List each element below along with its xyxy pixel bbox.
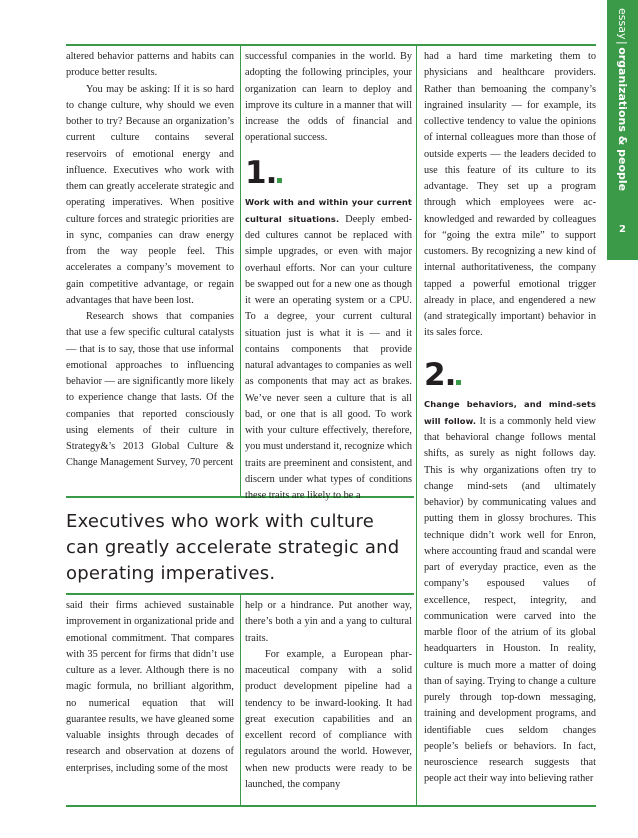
section-title (610, 8, 635, 228)
lead-in: Work with and within your current cultural situations. (245, 196, 412, 224)
column-2-bottom (245, 598, 412, 793)
pull-quote: Executives who work with culture can greatly accelerate strategic and operating imperatives. (66, 511, 400, 584)
section-separator: | (616, 41, 629, 46)
paragraph-text: Deeply embedded cultures cannot be replaced with simple upgrades, or even with major overhaul efforts. Nor can your culture be swapped out for a new one as though it were an operating system or a CPU. To a degree, your current cultural situation just is what it is — and it contains components that provide natural advantages to companies as well as components that may act as brakes. We’ve never seen a culture that is all bad, or one that is all good. To work with your culture effectively, therefore, you must understand it, recognize which traits are preeminent and consistent, and discern under what types of conditions these traits are likely to be a (245, 213, 412, 501)
column-1-bottom (66, 598, 234, 777)
paragraph: said their firms achieved sustainable improvement in organizational pride and emotional commitment. That compares with 35 percent for firms that didn’t use culture as a lever. Although there is no magic formula, no brilliant algorithm, no numerical equation that will guarantee results, we have gleaned some valuable insights through decades of research and observation at dozens of enterprises, including some of the most (66, 600, 234, 774)
page-number: 2 (619, 224, 626, 235)
column-divider (416, 46, 417, 805)
section-label: essay (616, 8, 629, 40)
paragraph-text: It is a commonly held view that behavioral change follows mental shifts, as surely as night follows day. This is why organizations often try to change mind-sets (and ultimately behavior) by communicating values and putting them in glossy brochures. This technique didn’t work well for Enron, where accounting fraud and scandal were part of everyday practice, even as the company’s espoused values of excellence, respect, integrity, and communication were carved into the marble floor of the atrium of its global headquarters in Houston. In reality, culture is much more a matter of doing than of saying. Trying to change a culture purely through top-down messaging, training and development programs, and identifiable cues seldom changes people’s beliefs or behaviors. In fact, neuroscience research suggests that people act their way into believing rather (424, 415, 596, 785)
category-label: organizations & people (616, 47, 629, 192)
bottom-rule (66, 805, 596, 807)
column-3 (424, 49, 596, 788)
column-1-top (66, 49, 234, 472)
lead-in: Change behaviors, and mind-sets will follow. (424, 398, 596, 426)
paragraph (245, 194, 412, 505)
paragraph: had a hard time marketing them to physicians and healthcare providers. Rather than bemoaning the company’s ingrained insularity — for example, its collective tendency to value the opinions of internal colleagues more than those of outside experts — the leaders decided to use this feature of its culture to its advantage. They set up a program through which employees were acknowledged and rewarded by colleagues for “going the extra mile” to support customers. By recognizing a new kind of internal authoritativeness, the company tapped a powerful emotional trigger already in place, and engendered a new (and strategically important) behavior in its sales force. (424, 51, 596, 339)
paragraph: You may be asking: If it is so hard to change culture, why should we even bother to try? Because an organization’s current culture contains several reservoirs of emotional energy and influence. Executives who work with them can greatly accelerate strategic and operating imperatives. When positive culture forces and strategic priorities are in sync, companies can draw energy from the way people feel. This accelerates a company’s movement to gain competitive advantage, or regain advantages that have been lost. (66, 83, 234, 306)
paragraph: help or a hindrance. Put another way, there’s both a yin and a yang to cultural traits. (245, 600, 412, 644)
section-number: 2. (424, 360, 596, 390)
section-number: 1. (245, 158, 412, 188)
paragraph: For example, a European pharmaceutical company with a solid product development pipeline had a tendency to be inward-looking. It had great execution capabilities and an excellent record of compliance with regulators around the world. However, when new products were ready to be launched, the company (245, 648, 412, 790)
top-rule (66, 44, 596, 46)
column-divider (240, 46, 241, 496)
paragraph: altered behavior patterns and habits can produce better results. (66, 51, 234, 79)
column-2-top (245, 49, 412, 504)
paragraph (424, 396, 596, 788)
paragraph: successful companies in the world. By adopting the following principles, your organization can learn to deploy and improve its culture in a manner that will increase the odds of financial and operational success. (245, 51, 412, 144)
paragraph: Research shows that companies that use a few specific cultural catalysts — that is to say, those that use informal emotional approaches to influencing behavior — are significantly more likely to experience change that lasts. Of the companies that reported consciously using elements of their culture in Strategy&’s 2013 Global Culture & Change Management Survey, 70 percent (66, 311, 234, 469)
column-divider (240, 595, 241, 805)
section-tab (607, 0, 638, 260)
